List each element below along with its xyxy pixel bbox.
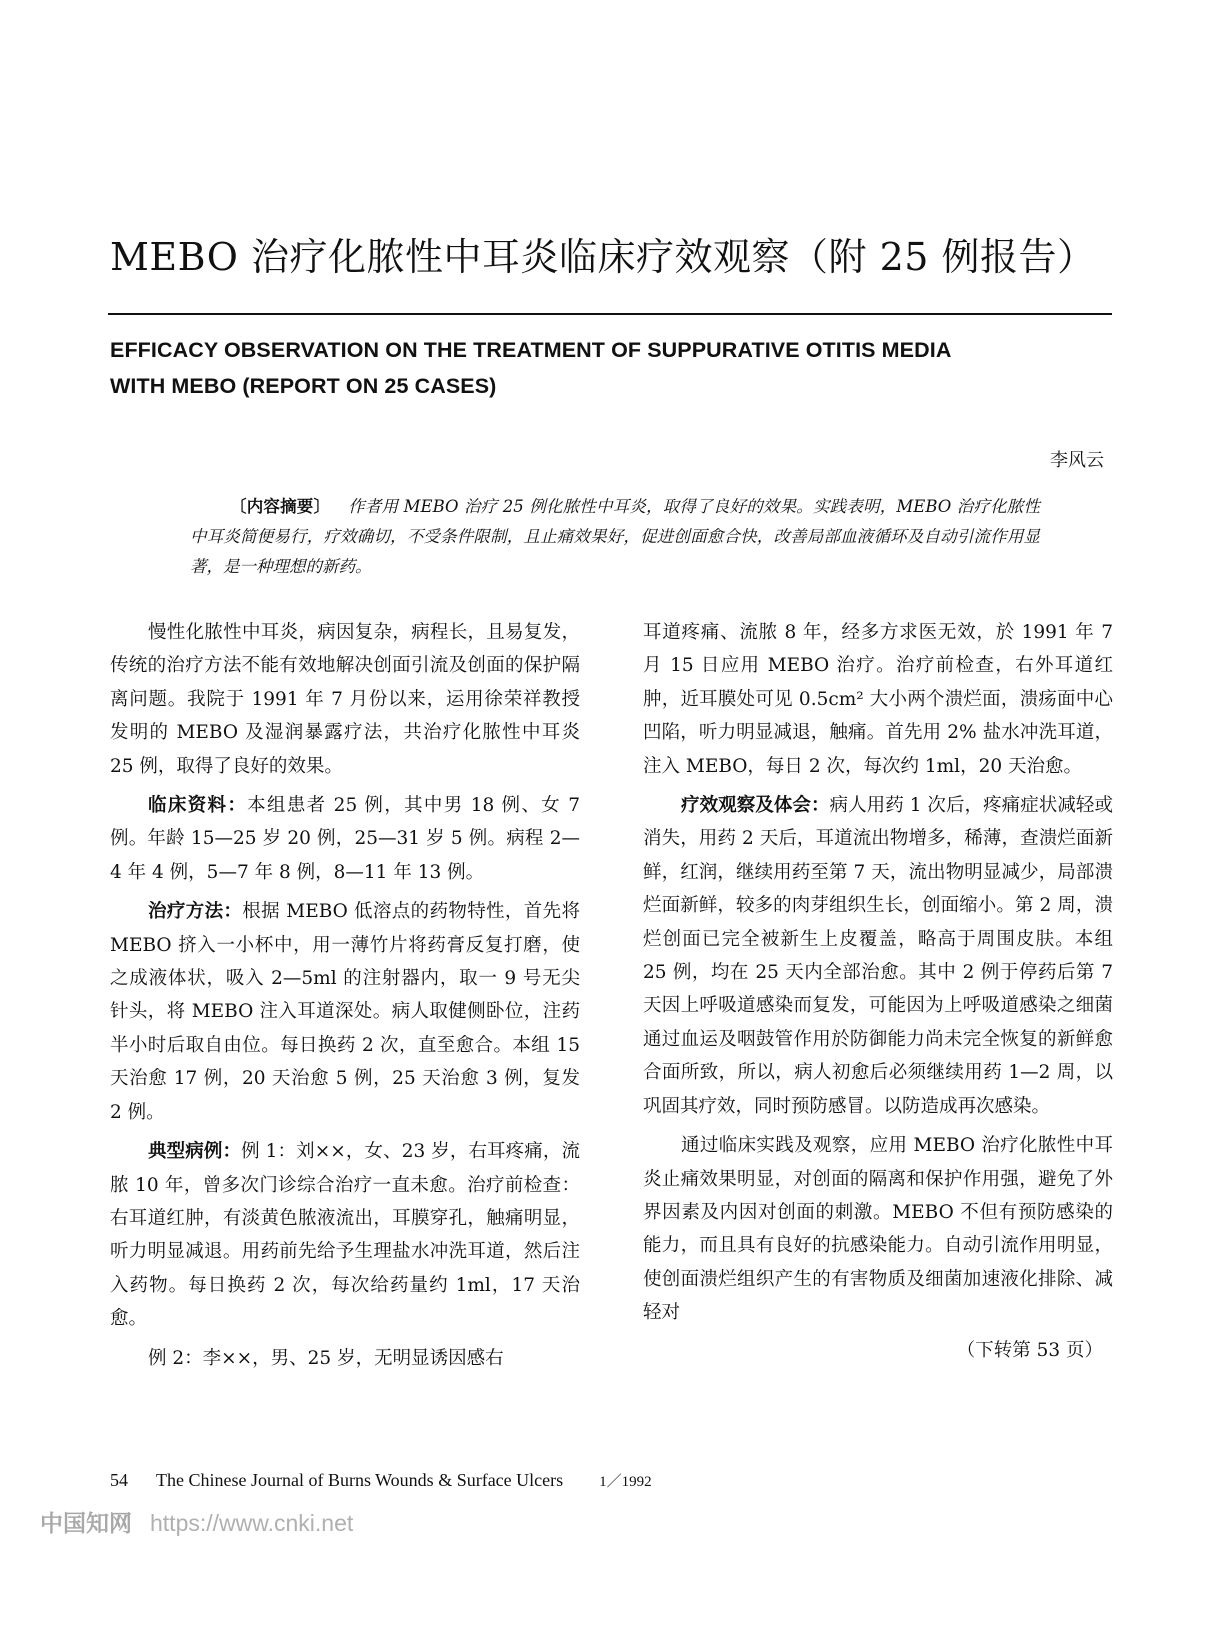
watermark-url: https://www.cnki.net <box>150 1510 354 1536</box>
cnki-watermark <box>40 1505 353 1538</box>
section-label: 临床资料： <box>148 795 248 817</box>
article-title-en <box>110 332 1120 404</box>
article-title-en-line2: WITH MEBO (REPORT ON 25 CASES) <box>110 374 497 398</box>
paragraph <box>110 895 580 1129</box>
paragraph <box>110 616 580 783</box>
issue-number: 1／1992 <box>599 1474 652 1490</box>
section-label: 治疗方法： <box>148 901 243 923</box>
abstract <box>190 492 1040 582</box>
paragraph <box>110 1342 580 1375</box>
paragraph-text: 耳道疼痛、流脓 8 年，经多方求医无效，於 1991 年 7 月 15 日应用 MEBO 治疗。治疗前检查，右外耳道红肿，近耳膜处可见 0.5cm² 大小两个溃烂面，溃疡面中心凹陷，听力明显减退，触痛。首先用 2% 盐水冲洗耳道，注入 MEBO，每日 2 次，每次约 1ml，20 天治愈。 <box>643 622 1113 777</box>
paragraph-text: 本组患者 25 例，其中男 18 例、女 7 例。年龄 15—25 岁 20 例，25—31 岁 5 例。病程 2—4 年 4 例，5—7 年 8 例，8—11 年 13 例。 <box>110 795 580 883</box>
abstract-label: 〔内容摘要〕 <box>230 497 331 516</box>
paragraph <box>110 789 580 889</box>
paragraph <box>643 789 1113 1123</box>
continued-note: （下转第 53 页） <box>956 1339 1103 1361</box>
author-name: 李风云 <box>1050 450 1104 471</box>
left-column <box>110 616 580 1381</box>
abstract-text: 作者用 MEBO 治疗 25 例化脓性中耳炎，取得了良好的效果。实践表明，MEBO 治疗化脓性中耳炎简便易行，疗效确切，不受条件限制，且止痛效果好，促进创面愈合快，改善局部血液循环及自动引流作用显著，是一种理想的新药。 <box>190 497 1040 576</box>
article-title-zh: MEBO 治疗化脓性中耳炎临床疗效观察（附 25 例报告） <box>110 235 1096 279</box>
page-footer <box>110 1470 652 1491</box>
paragraph <box>110 1135 580 1335</box>
title-rule <box>108 313 1112 315</box>
paragraph-text: 通过临床实践及观察，应用 MEBO 治疗化脓性中耳炎止痛效果明显，对创面的隔离和保护作用强，避免了外界因素及内因对创面的刺激。MEBO 不但有预防感染的能力，而且具有良好的抗感染能力。自动引流作用明显，使创面溃烂组织产生的有害物质及细菌加速液化排除、减轻对 <box>643 1135 1113 1324</box>
section-label: 疗效观察及体会： <box>681 795 830 817</box>
paragraph-text: 慢性化脓性中耳炎，病因复杂，病程长，且易复发，传统的治疗方法不能有效地解决创面引流及创面的保护隔离问题。我院于 1991 年 7 月份以来，运用徐荣祥教授发明的 MEBO 及湿润暴露疗法，共治疗化脓性中耳炎 25 例，取得了良好的效果。 <box>110 622 580 777</box>
paragraph-text: 例 1：刘××，女、23 岁，右耳疼痛，流脓 10 年，曾多次门诊综合治疗一直未愈。治疗前检查：右耳道红肿，有淡黄色脓液流出，耳膜穿孔，触痛明显，听力明显减退。用药前先给予生理盐水冲洗耳道，然后注入药物。每日换药 2 次，每次给药量约 1ml，17 天治愈。 <box>110 1141 580 1330</box>
journal-name: The Chinese Journal of Burns Wounds & Surface Ulcers <box>156 1470 564 1490</box>
paragraph <box>643 616 1113 783</box>
paragraph <box>643 1129 1113 1329</box>
page-number: 54 <box>110 1470 128 1490</box>
section-label: 典型病例： <box>148 1141 242 1163</box>
right-column <box>643 616 1113 1367</box>
paragraph-text: 病人用药 1 次后，疼痛症状减轻或消失，用药 2 天后，耳道流出物增多，稀薄，查溃烂面新鲜，红润，继续用药至第 7 天，流出物明显减少，局部溃烂面新鲜，较多的肉芽组织生长，创面缩小。第 2 周，溃烂创面已完全被新生上皮覆盖，略高于周围皮肤。本组 25 例，均在 25 天内全部治愈。其中 2 例于停药后第 7 天因上呼吸道感染而复发，可能因为上呼吸道感染之细菌通过血运及咽鼓管作用於防御能力尚未完全恢复的新鲜愈合面所致，所以，病人初愈后必须继续用药 1—2 周，以巩固其疗效，同时预防感冒。以防造成再次感染。 <box>643 795 1113 1117</box>
watermark-brand: 中国知网 <box>40 1510 132 1536</box>
paragraph-text: 例 2：李××，男、25 岁，无明显诱因感右 <box>148 1347 504 1369</box>
article-title-en-line1: EFFICACY OBSERVATION ON THE TREATMENT OF SUPPURATIVE OTITIS MEDIA <box>110 338 952 362</box>
paragraph-text: 根据 MEBO 低溶点的药物特性，首先将 MEBO 挤入一小杯中，用一薄竹片将药膏反复打磨，使之成液体状，吸入 2—5ml 的注射器内，取一 9 号无尖针头，将 MEBO 注入耳道深处。病人取健侧卧位，注药半小时后取自由位。每日换药 2 次，直至愈合。本组 15 天治愈 17 例，20 天治愈 5 例，25 天治愈 3 例，复发 2 例。 <box>110 901 580 1123</box>
